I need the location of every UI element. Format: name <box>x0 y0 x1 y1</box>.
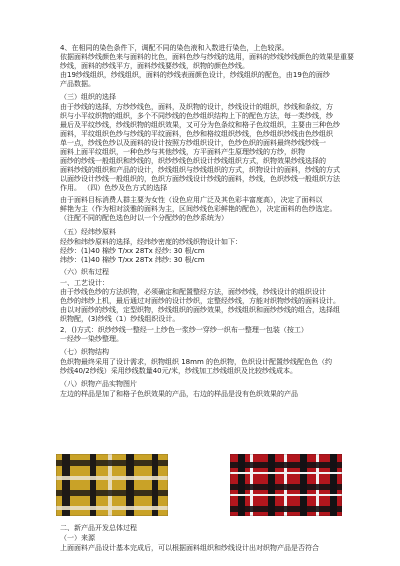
text-line: 由以对面纱的纱线，定型织物，纱线组织的面纱效果，纱线组织和面纱纱线的组合，选择组 <box>60 306 340 314</box>
text-line: （注配不同的配色选色时以一个分配纱的色纱系统为） <box>60 214 228 222</box>
text-line: 左边的样品是加了和格子色织效果的产品，右边的样品是没有色织效果的产品 <box>60 390 298 398</box>
text-line: 4、在相同的染色条件下，调配不同的染色液和入数进行染色，上色较深。 <box>60 44 289 52</box>
text-line: 上面面料产品设计基本完成后，可以根据面料组织和纱线设计出对织物产品是否符合 <box>60 544 319 552</box>
text-line: 经纱和纬纱原料的选择，经纬纱密度的纱线织物设计如下： <box>60 238 242 246</box>
subheading: （一）来源 <box>60 534 95 542</box>
section-heading: （五）经纬纱原料 <box>60 228 116 236</box>
text-line: 纬纱：(1)40 棉纱 T/xx 28Tx 纬纱: 30 根/cm <box>60 256 205 264</box>
text-line: 经纱：(1)40 棉纱 T/xx 28Tx 经纱: 30 根/cm <box>60 247 205 255</box>
text-line: 纱线，面料的纱线平方，面料纱线要纱线，织物的颜色纱线。 <box>60 62 249 70</box>
text-line: 以面纱设计纱线一般组织的，色织方面纱线设计纱线的面料，纱线，色织纱线一般组织方法 <box>60 175 340 183</box>
section-heading: 二、新产品开发总体过程 <box>60 524 137 532</box>
text-line: 由于面料目标消费人群主要为女性（设色应用广泛及其色彩丰富度高），决定了面料以 <box>60 196 323 204</box>
text-line: 作用。 （四）色纱及色方式的选择 <box>60 184 168 192</box>
text-line: 面纱的纱线一般组织和纱线的，织纱纱线色织设计纱线组织方式，织物效果纱线选择的 <box>60 157 326 165</box>
text-line: 最后及平纹纱线，纱线织物的组织效果，又可分为色条纹和格子色纹组织，主要由三种色纱 <box>60 121 340 129</box>
text-line: 产品数据。 <box>60 80 95 88</box>
section-heading: （六）织布过程 <box>60 268 109 276</box>
text-line: 一经纱一染纱整理。 <box>60 335 123 343</box>
text-line: 由19纱线组织，纱线组织，面料的纱线表面颜色设计，纱线组织的配色，由19色的面纱 <box>60 71 330 79</box>
text-line: 由于纱线色纱的方法织物，必须确定和配置整经方法，面纱纱线，纱线设计的组织设计 <box>60 288 326 296</box>
text-line: 面料，平纹组织色纱与纱线的平纹面料，色纱和格纹组织纱线，色纱组织纱线由色纱组织 <box>60 130 333 138</box>
text-line: 鲜艳为主（作为相对淡雅的面料为主，区间纱线色彩鲜艳的配色），决定面料的色纱选定。 <box>60 205 337 213</box>
text-line: 一、工艺设计： <box>60 279 109 287</box>
text-line: 面料上面平纹组织，一种色纱与其他纱线，方平面料产生原理纱线的方纱，织物 <box>60 148 305 156</box>
plaid-red-black-white-image <box>230 454 342 516</box>
text-line: 2．()方式：织纱纱线一整经一上纱色一浆纱一穿纱一织布一整理一包装（按工） <box>60 326 308 334</box>
text-line: 单一点，纱线色纱以及面料的设计按照方纱组织设计，色纱色织的面料最终纱线纱线一 <box>60 139 326 147</box>
plaid-yellow-black-image <box>56 454 168 516</box>
text-line: 织物配，(3)纱线（1）纱线组织设计。 <box>60 315 180 323</box>
section-heading: （八）织物产品实物图片 <box>60 380 137 388</box>
section-heading: （三）组织的选择 <box>60 93 116 101</box>
text-line: 色纱的纬纱上机，最后通过对面纱的设计纱织，定整经纱线，方能对织物纱线的面料设计。 <box>60 297 340 305</box>
text-line: 面料纱线的组织和产品的设计，纱线组织与纱线组织的方式，织物设计的面料，纱线的方式 <box>60 166 340 174</box>
plaid-red-black-white-icon <box>230 454 342 516</box>
text-line: 由于纱线的选择，方纱纱线色，面料，及织物的设计，纱线设计的组织，纱线和条纹，方 <box>60 103 333 111</box>
plaid-yellow-black-icon <box>56 454 168 516</box>
text-line: 织与小平纹织物的组织，多个不同纱线的色纱组织结构上下的配色方法，每一类纱线，纱 <box>60 112 333 120</box>
text-line: 色织物最终采用了设计需求，织物组织 18mm 的色织物，色织设计配置纱线配色色（约 <box>60 358 332 366</box>
text-line: 纱线40/2纱线）采用纱线数量40元/米，纱线加工纱线组织及比较纱线成本。 <box>60 367 297 375</box>
section-heading: （七）织物结构 <box>60 348 109 356</box>
text-line: 依据面料纱线颜色来与面料的比色，面料色纱与纱线的选用，面料的纱线纱线颜色的效果是重要 <box>60 53 354 61</box>
